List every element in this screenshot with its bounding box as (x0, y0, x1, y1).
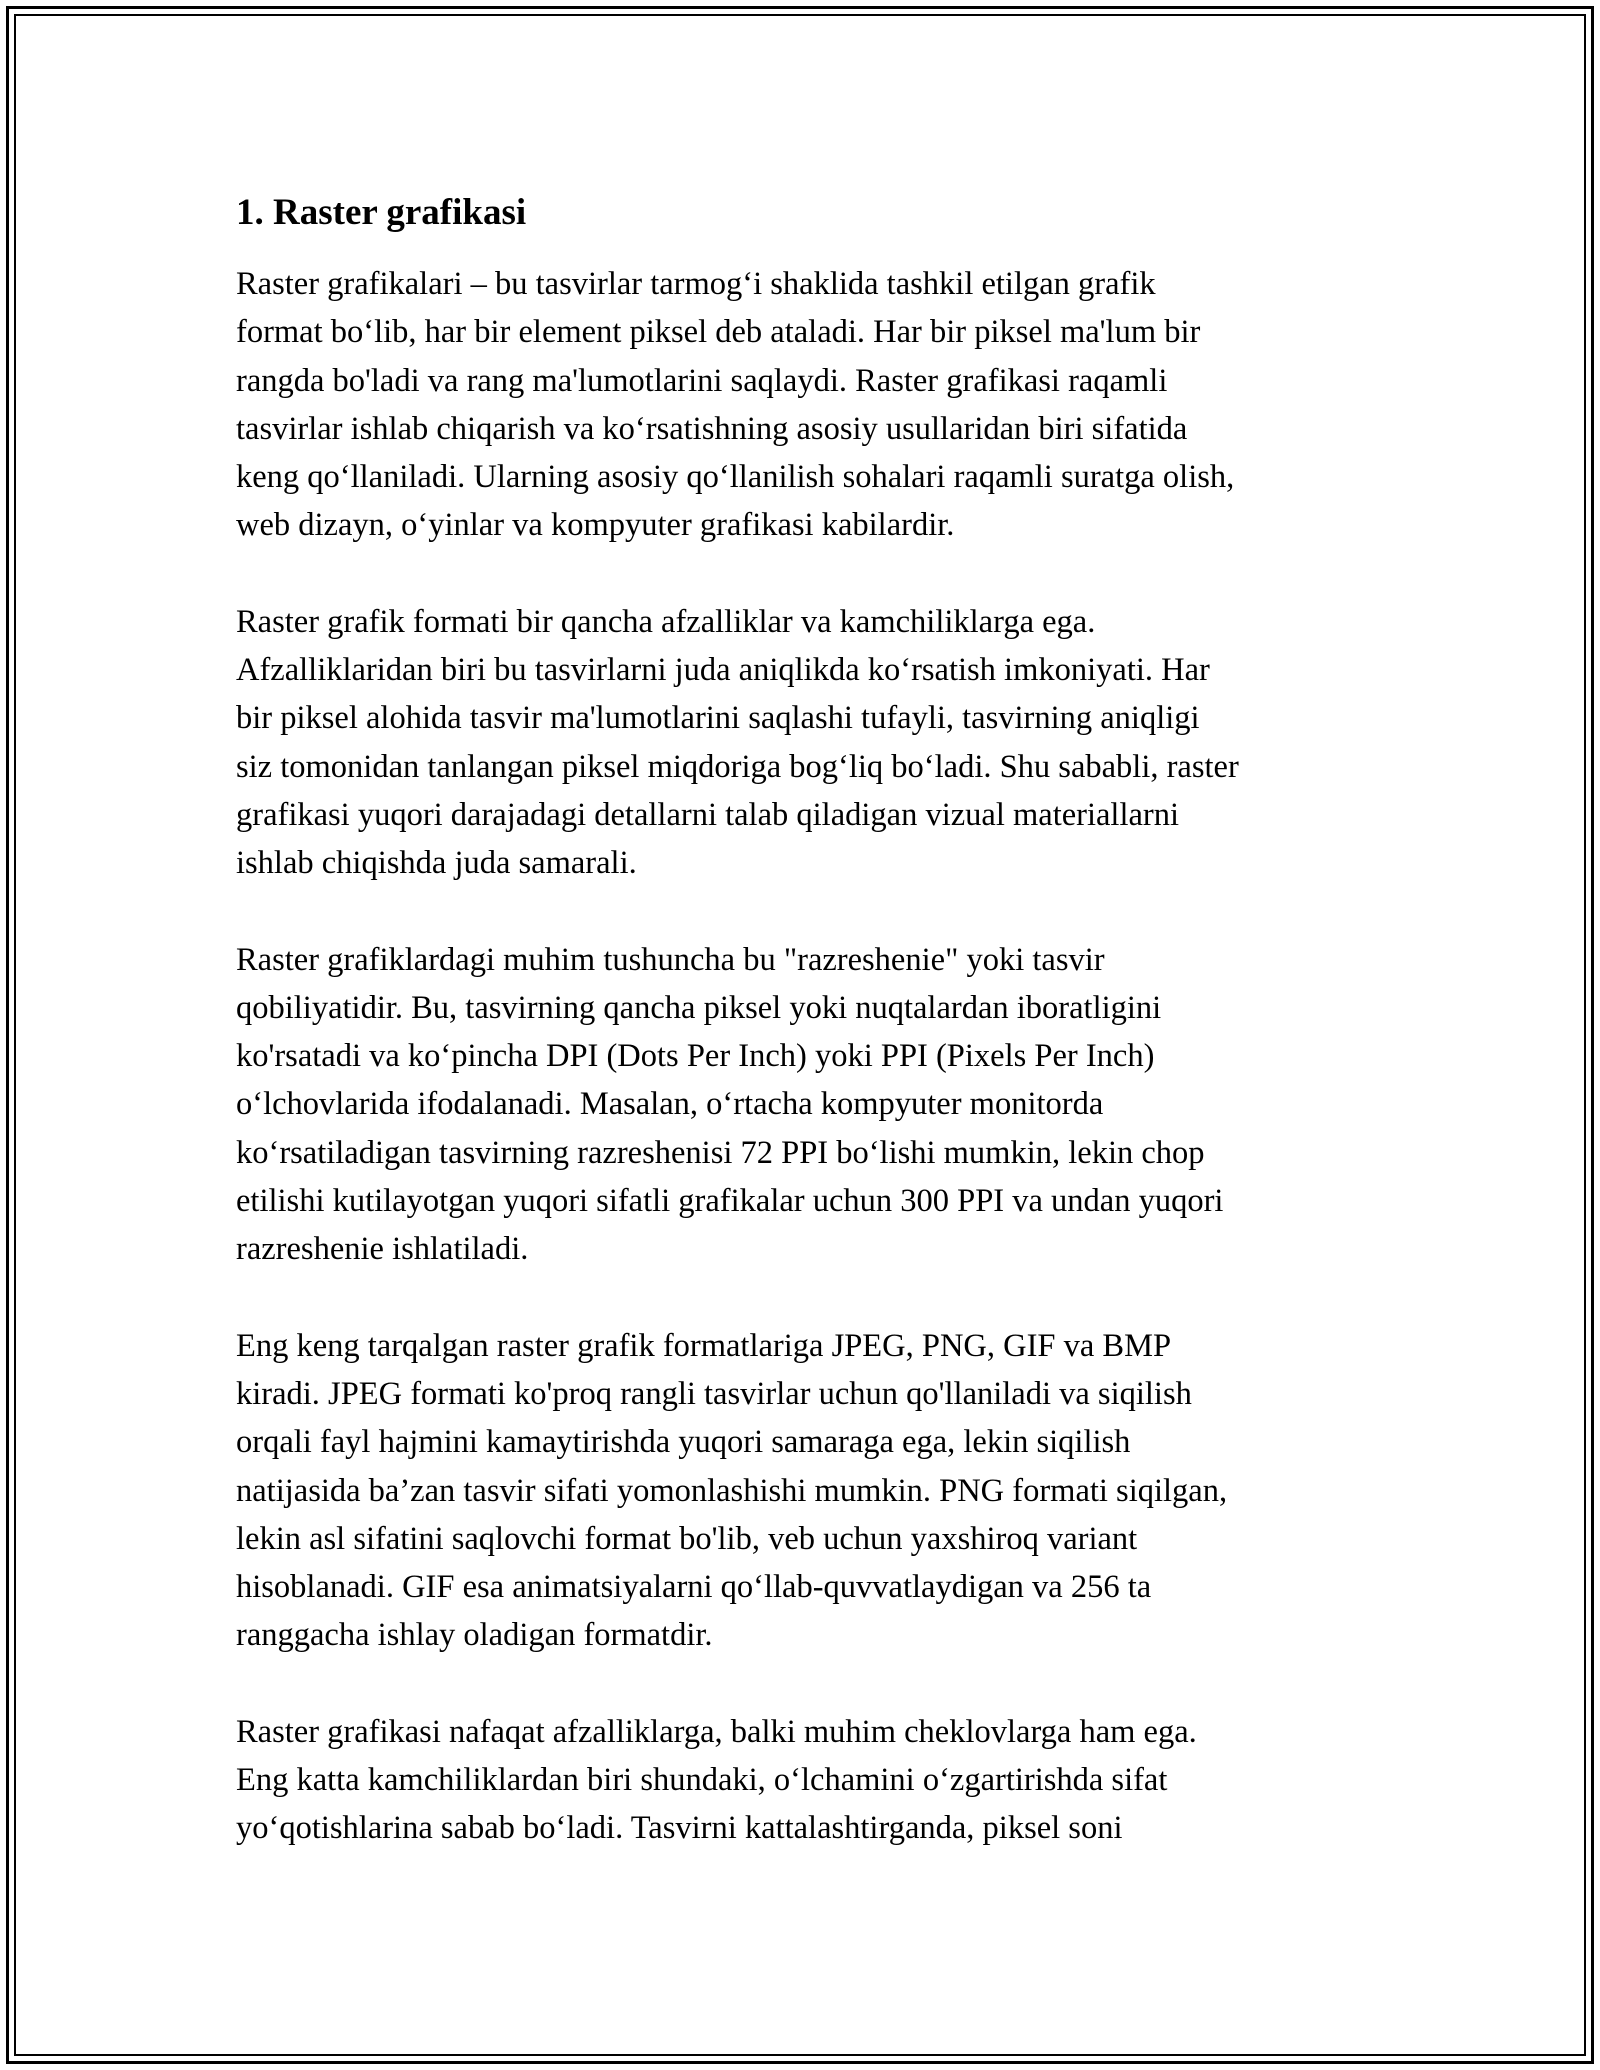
text-line: lekin asl sifatini saqlovchi format bo'lib, veb uchun yaxshiroq variant (236, 1520, 1138, 1557)
paragraph-1 (236, 260, 1386, 550)
text-line: keng qoʻllaniladi. Ularning asosiy qoʻllanilish sohalari raqamli suratga olish, (236, 459, 1235, 496)
text-line: etilishi kutilayotgan yuqori sifatli grafikalar uchun 300 PPI va undan yuqori (236, 1183, 1224, 1220)
section-heading: 1. Raster grafikasi (236, 192, 527, 233)
text-line: format boʻlib, har bir element piksel deb ataladi. Har bir piksel ma'lum bir (236, 314, 1201, 351)
text-line: kiradi. JPEG formati ko'proq rangli tasvirlar uchun qo'llaniladi va siqilish (236, 1375, 1192, 1412)
text-line: bir piksel alohida tasvir ma'lumotlarini saqlashi tufayli, tasvirning aniqligi (236, 700, 1200, 737)
text-line: koʻrsatiladigan tasvirning razreshenisi 72 PPI boʻlishi mumkin, lekin chop (236, 1134, 1205, 1171)
paragraph-5 (236, 1708, 1386, 1853)
text-line: Eng katta kamchiliklardan biri shundaki, oʻlchamini oʻzgartirishda sifat (236, 1762, 1168, 1799)
text-line: yoʻqotishlarina sabab boʻladi. Tasvirni kattalashtirganda, piksel soni (236, 1810, 1123, 1847)
text-line: web dizayn, oʻyinlar va kompyuter grafikasi kabilardir. (236, 507, 955, 544)
paragraph-3 (236, 936, 1386, 1274)
text-line: hisoblanadi. GIF esa animatsiyalarni qoʻllab-quvvatlaydigan va 256 ta (236, 1569, 1152, 1606)
text-line: ishlab chiqishda juda samarali. (236, 845, 637, 882)
paragraph-2 (236, 598, 1386, 888)
text-line: grafikasi yuqori darajadagi detallarni talab qiladigan vizual materiallarni (236, 796, 1180, 833)
text-line: ranggacha ishlay oladigan formatdir. (236, 1617, 713, 1654)
text-line: Afzalliklaridan biri bu tasvirlarni juda aniqlikda koʻrsatish imkoniyati. Har (236, 652, 1210, 689)
text-line: oʻlchovlarida ifodalanadi. Masalan, oʻrtacha kompyuter monitorda (236, 1086, 1104, 1123)
text-line: razreshenie ishlatiladi. (236, 1231, 529, 1268)
document-body (236, 188, 1386, 1901)
paragraph-4 (236, 1322, 1386, 1660)
text-line: tasvirlar ishlab chiqarish va koʻrsatishning asosiy usullaridan biri sifatida (236, 410, 1188, 447)
text-line: rangda bo'ladi va rang ma'lumotlarini saqlaydi. Raster grafikasi raqamli (236, 362, 1168, 399)
text-line: siz tomonidan tanlangan piksel miqdoriga bogʻliq boʻladi. Shu sababli, raster (236, 748, 1239, 785)
text-line: Eng keng tarqalgan raster grafik formatlariga JPEG, PNG, GIF va BMP (236, 1327, 1172, 1364)
text-line: orqali fayl hajmini kamaytirishda yuqori samaraga ega, lekin siqilish (236, 1424, 1131, 1461)
text-line: qobiliyatidir. Bu, tasvirning qancha piksel yoki nuqtalardan iboratligini (236, 989, 1162, 1026)
text-line: ko'rsatadi va koʻpincha DPI (Dots Per Inch) yoki PPI (Pixels Per Inch) (236, 1038, 1155, 1075)
text-line: natijasida ba’zan tasvir sifati yomonlashishi mumkin. PNG formati siqilgan, (236, 1472, 1228, 1509)
text-line: Raster grafiklardagi muhim tushuncha bu "razreshenie" yoki tasvir (236, 941, 1105, 978)
text-line: Raster grafikasi nafaqat afzalliklarga, balki muhim cheklovlarga ham ega. (236, 1713, 1197, 1750)
text-line: Raster grafik formati bir qancha afzalliklar va kamchiliklarga ega. (236, 603, 1096, 640)
text-line: Raster grafikalari – bu tasvirlar tarmogʻi shaklida tashkil etilgan grafik (236, 266, 1156, 302)
